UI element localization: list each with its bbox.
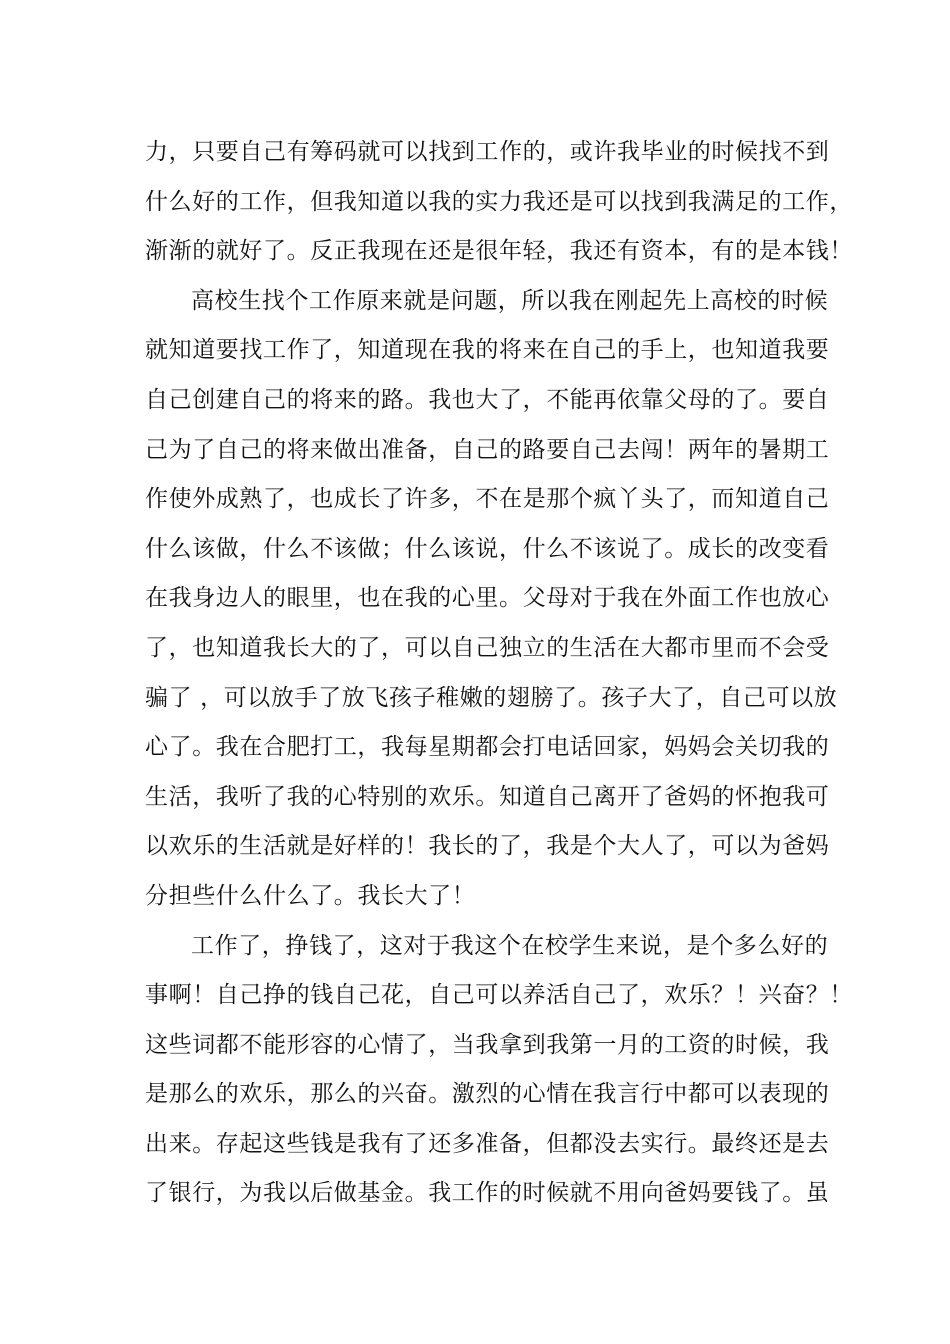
text-line: 力，只要自己有筹码就可以找到工作的，或许我毕业的时候找不到 <box>145 139 830 165</box>
text-line: 是那么的欢乐，那么的兴奋。激烈的心情在我言行中都可以表现的 <box>145 1081 830 1108</box>
text-line: 事啊！自己挣的钱自己花，自己可以养活自己了，欢乐？！兴奋？！ <box>145 982 853 1009</box>
text-line: 渐渐的就好了。反正我现在还是很年轻，我还有资本，有的是本钱！ <box>145 238 853 265</box>
text-line: 自己创建自己的将来的路。我也大了，不能再依靠父母的了。要自 <box>145 386 830 413</box>
text-line: 什么该做，什么不该做；什么该说，什么不该说了。成长的改变看 <box>145 535 830 562</box>
text-line: 就知道要找工作了，知道现在我的将来在自己的手上，也知道我要 <box>145 337 830 364</box>
body-text <box>145 128 853 1219</box>
text-line: 什么好的工作，但我知道以我的实力我还是可以找到我满足的工作， <box>145 188 853 215</box>
text-line: 分担些什么什么了。我长大了！ <box>145 882 476 909</box>
text-line: 这些词都不能形容的心情了，当我拿到我第一月的工资的时候，我 <box>145 1031 830 1058</box>
text-line: 了银行，为我以后做基金。我工作的时候就不用向爸妈要钱了。虽 <box>145 1180 830 1207</box>
text-line: 生活，我听了我的心特别的欢乐。知道自己离开了爸妈的怀抱我可 <box>145 783 830 810</box>
text-line: 心了。我在合肥打工，我每星期都会打电话回家，妈妈会关切我的 <box>145 734 830 761</box>
text-line: 以欢乐的生活就是好样的！我长的了，我是个大人了，可以为爸妈 <box>145 833 830 860</box>
text-line: 出来。存起这些钱是我有了还多准备，但都没去实行。最终还是去 <box>145 1130 830 1157</box>
text-line: 作使外成熟了，也成长了许多，不在是那个疯丫头了，而知道自己 <box>145 486 830 513</box>
text-line: 骗了 ，可以放手了放飞孩子稚嫩的翅膀了。孩子大了，自己可以放 <box>145 684 838 711</box>
text-line: 了，也知道我长大的了，可以自己独立的生活在大都市里而不会受 <box>145 634 830 661</box>
paragraph-start-line: 工作了，挣钱了，这对于我这个在校学生来说，是个多么好的 <box>191 932 829 959</box>
text-line: 在我身边人的眼里，也在我的心里。父母对于我在外面工作也放心 <box>145 585 830 612</box>
text-line: 己为了自己的将来做出准备，自己的路要自己去闯！两年的暑期工 <box>145 436 830 463</box>
paragraph-start-line: 高校生找个工作原来就是问题，所以我在刚起先上高校的时候 <box>191 287 829 314</box>
